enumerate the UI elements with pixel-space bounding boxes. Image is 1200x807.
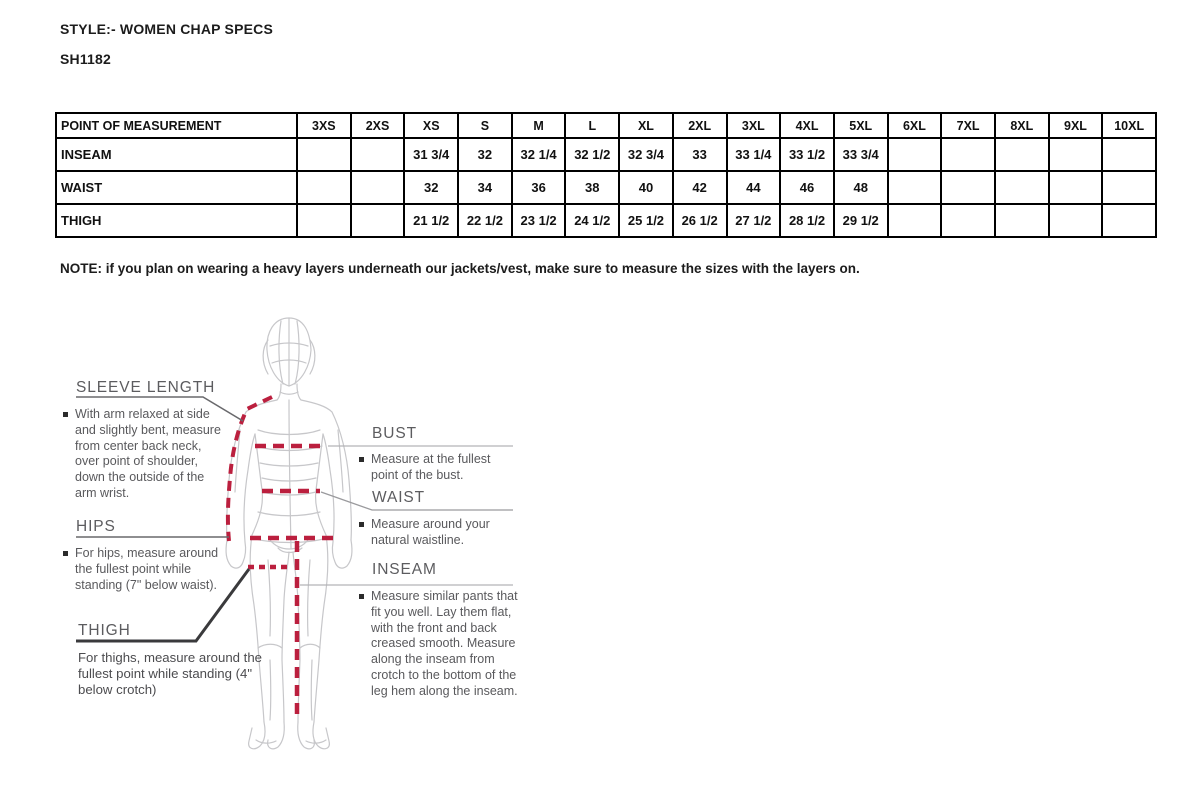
size-cell: 38 — [565, 171, 619, 204]
waist-title: WAIST — [372, 489, 426, 506]
size-cell — [995, 171, 1049, 204]
sleeve-measure-line — [228, 397, 272, 541]
sleeve-length-title: SLEEVE LENGTH — [76, 379, 216, 396]
size-cell: 29 1/2 — [834, 204, 888, 237]
bust-title: BUST — [372, 425, 417, 442]
note-text: NOTE: if you plan on wearing a heavy layers underneath our jackets/vest, make sure to measure the sizes with the layers on. — [60, 261, 860, 276]
size-cell: 28 1/2 — [780, 204, 834, 237]
column-header-size: 2XL — [673, 113, 727, 138]
size-cell: 32 1/2 — [565, 138, 619, 171]
row-label: THIGH — [56, 204, 297, 237]
size-cell: 32 — [458, 138, 512, 171]
size-cell — [1049, 138, 1103, 171]
size-cell: 34 — [458, 171, 512, 204]
size-cell: 32 — [404, 171, 458, 204]
column-header-size: 8XL — [995, 113, 1049, 138]
size-cell — [888, 204, 942, 237]
size-cell: 27 1/2 — [727, 204, 781, 237]
size-cell: 31 3/4 — [404, 138, 458, 171]
hips-title: HIPS — [76, 518, 116, 535]
size-cell — [297, 204, 351, 237]
size-cell — [297, 138, 351, 171]
size-cell: 42 — [673, 171, 727, 204]
size-cell: 25 1/2 — [619, 204, 673, 237]
size-cell: 22 1/2 — [458, 204, 512, 237]
size-cell: 23 1/2 — [512, 204, 566, 237]
column-header-size: XL — [619, 113, 673, 138]
sleeve-length-desc: With arm relaxed at side and slightly bent, measure from center back neck, over point of shoulder, down the outside of the arm wrist. — [63, 407, 225, 502]
size-table-head — [56, 113, 1156, 138]
square-bullet-icon — [63, 551, 68, 556]
square-bullet-icon — [359, 594, 364, 599]
size-cell — [1049, 204, 1103, 237]
size-cell: 33 1/2 — [780, 138, 834, 171]
size-cell: 32 1/4 — [512, 138, 566, 171]
size-cell — [1102, 138, 1156, 171]
square-bullet-icon — [359, 457, 364, 462]
column-header-size: 3XS — [297, 113, 351, 138]
waist-desc: Measure around your natural waistline. — [359, 517, 517, 549]
size-table-body — [56, 138, 1156, 237]
size-cell — [941, 138, 995, 171]
column-header-size: 5XL — [834, 113, 888, 138]
style-code: SH1182 — [60, 51, 112, 67]
size-cell: 36 — [512, 171, 566, 204]
column-header-size: L — [565, 113, 619, 138]
square-bullet-icon — [359, 522, 364, 527]
size-cell: 46 — [780, 171, 834, 204]
style-title: STYLE:- WOMEN CHAP SPECS — [60, 21, 274, 37]
size-cell: 48 — [834, 171, 888, 204]
row-label: INSEAM — [56, 138, 297, 171]
column-header-measurement: POINT OF MEASUREMENT — [56, 113, 297, 138]
size-cell — [995, 138, 1049, 171]
column-header-size: 9XL — [1049, 113, 1103, 138]
size-cell — [941, 171, 995, 204]
row-label: WAIST — [56, 171, 297, 204]
size-cell: 40 — [619, 171, 673, 204]
inseam-title: INSEAM — [372, 561, 437, 578]
size-cell — [888, 138, 942, 171]
size-cell — [941, 204, 995, 237]
table-row — [56, 138, 1156, 171]
size-cell: 26 1/2 — [673, 204, 727, 237]
size-cell — [351, 138, 405, 171]
size-cell — [351, 171, 405, 204]
size-cell — [1102, 171, 1156, 204]
size-cell — [995, 204, 1049, 237]
size-cell: 33 — [673, 138, 727, 171]
size-cell — [1049, 171, 1103, 204]
size-cell — [888, 171, 942, 204]
square-bullet-icon — [63, 412, 68, 417]
size-cell — [351, 204, 405, 237]
size-cell: 32 3/4 — [619, 138, 673, 171]
size-cell — [297, 171, 351, 204]
inseam-desc: Measure similar pants that fit you well. Lay them flat, with the front and back creased smooth. Measure along the inseam from crotch to the bottom of the leg hem along the inseam. — [359, 589, 529, 699]
column-header-size: S — [458, 113, 512, 138]
hips-desc: For hips, measure around the fullest point while standing (7" below waist). — [63, 546, 237, 593]
size-cell: 44 — [727, 171, 781, 204]
table-row — [56, 171, 1156, 204]
thigh-title: THIGH — [78, 622, 131, 639]
column-header-size: 4XL — [780, 113, 834, 138]
size-cell: 33 3/4 — [834, 138, 888, 171]
column-header-size: M — [512, 113, 566, 138]
bust-desc: Measure at the fullest point of the bust. — [359, 452, 521, 484]
size-cell: 21 1/2 — [404, 204, 458, 237]
size-cell: 24 1/2 — [565, 204, 619, 237]
table-row — [56, 204, 1156, 237]
thigh-desc: For thighs, measure around the fullest point while standing (4" below crotch) — [78, 650, 262, 698]
size-table — [55, 112, 1157, 238]
column-header-size: 2XS — [351, 113, 405, 138]
column-header-size: 6XL — [888, 113, 942, 138]
size-cell: 33 1/4 — [727, 138, 781, 171]
size-cell — [1102, 204, 1156, 237]
column-header-size: 10XL — [1102, 113, 1156, 138]
column-header-size: 3XL — [727, 113, 781, 138]
column-header-size: XS — [404, 113, 458, 138]
column-header-size: 7XL — [941, 113, 995, 138]
